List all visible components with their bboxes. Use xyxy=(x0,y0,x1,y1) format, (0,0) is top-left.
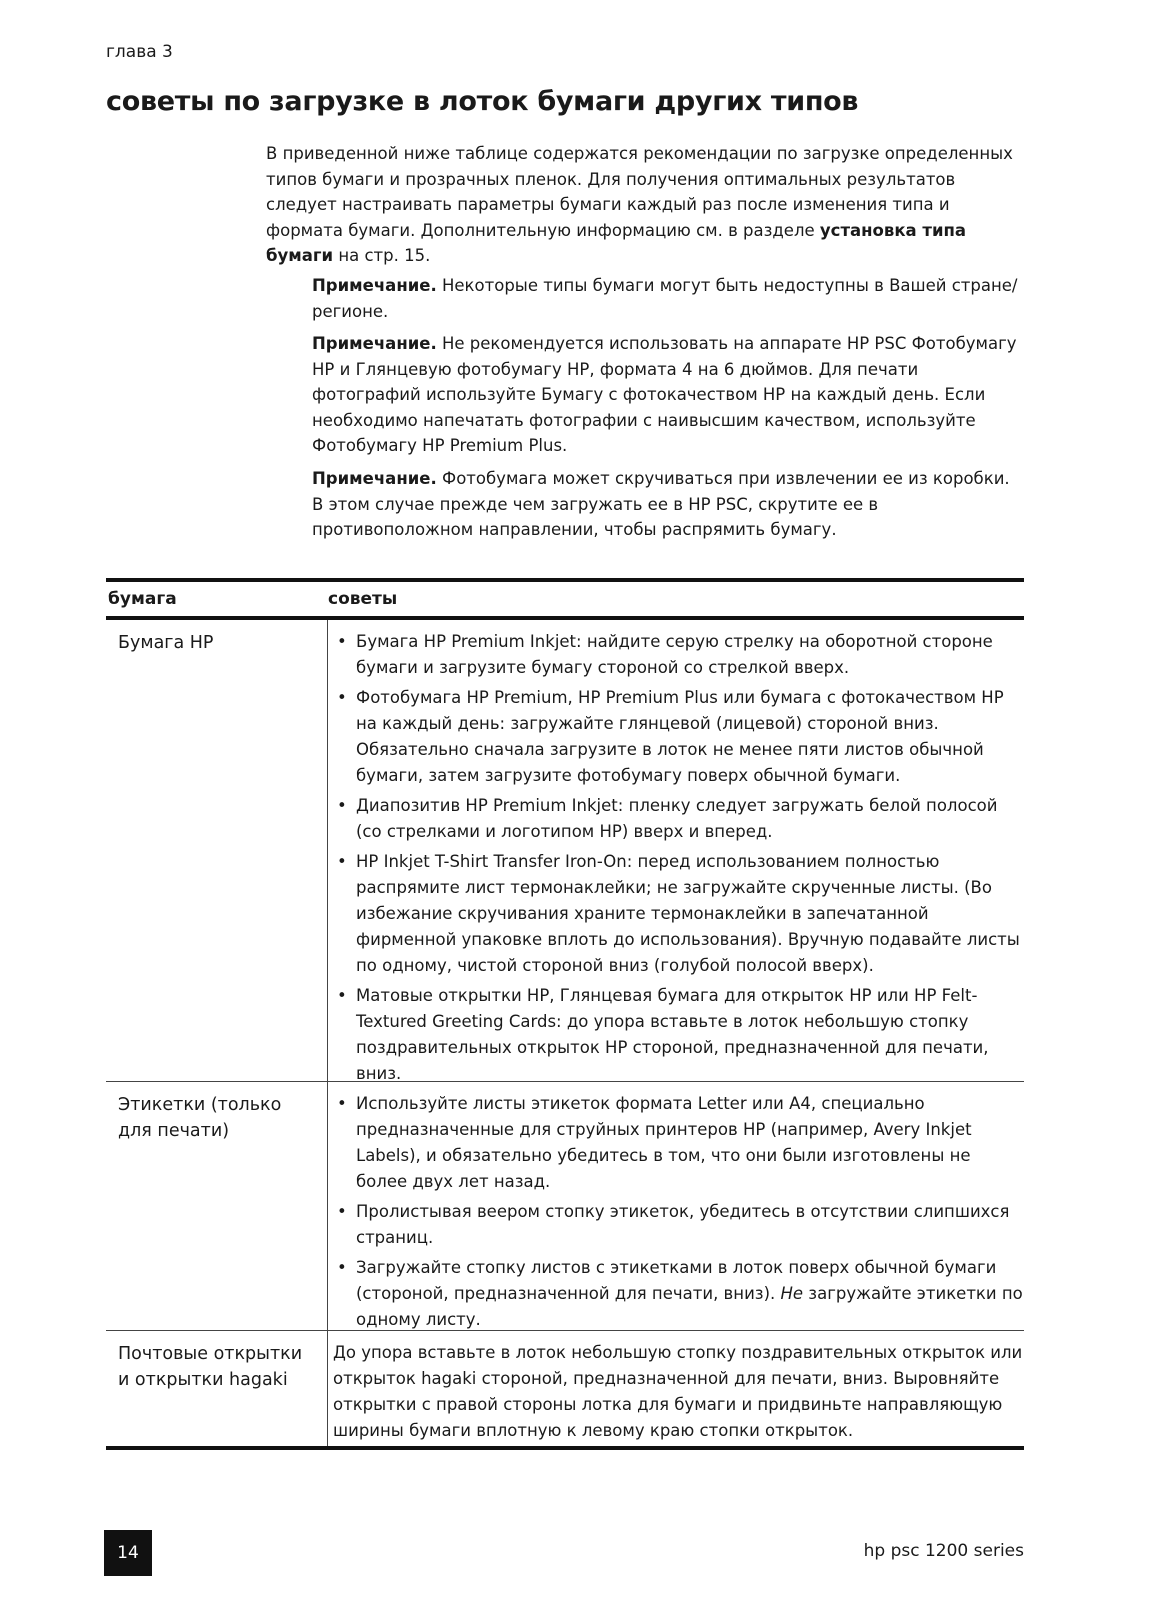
note-text: Не рекомендуется использовать на аппарате HP PSC Фотобумагу HP и Глянцевую фотобумагу HP, формата 4 на 6 дюймов. Для печати фотографий используйте Бумагу с фотокачеством HP на каждый день. Если необходимо напечатать фотографии с наивысшим качеством, используйте Фотобумагу HP Premium Plus. xyxy=(312,334,1017,455)
column-divider xyxy=(327,1082,328,1330)
tip-item xyxy=(333,685,1024,789)
intro-suffix: на стр. 15. xyxy=(333,246,431,265)
tip-text xyxy=(356,1258,1023,1329)
tip-text: Диапозитив HP Premium Inkjet: пленку следует загружать белой полосой (со стрелками и логотипом HP) вверх и вперед. xyxy=(356,796,998,841)
chapter-label: глава 3 xyxy=(106,42,173,62)
tip-text: Пролистывая веером стопку этикеток, убедитесь в отсутствии слипшихся страниц. xyxy=(356,1202,1010,1247)
bullet-icon: • xyxy=(337,986,347,1005)
row-tips xyxy=(333,620,1024,1087)
column-divider xyxy=(327,1331,328,1446)
row-tips: До упора вставьте в лоток небольшую стопку поздравительных открыток или открыток hagaki стороной, предназначенной для печати, вниз. Выровняйте открытки с правой стороны лотка для бумаги и придвиньте направляющую ширины бумаги вплотную к левому краю стопки открыток. xyxy=(333,1343,1023,1440)
note-label: Примечание. xyxy=(312,469,437,488)
table-header-row xyxy=(106,582,1024,620)
note-3 xyxy=(312,466,1026,543)
tip-text: Используйте листы этикеток формата Letter или A4, специально предназначенные для струйных принтеров HP (например, Avery Inkjet Labels), и обязательно убедитесь в том, что они были изготовлены не более двух лет назад. xyxy=(356,1094,972,1191)
tip-item xyxy=(333,983,1024,1087)
bullet-icon: • xyxy=(337,796,347,815)
tip-item xyxy=(333,629,1024,681)
footer-brand: hp psc 1200 series xyxy=(863,1541,1024,1561)
tip-text-emphasis: Не xyxy=(780,1284,804,1303)
bullet-icon: • xyxy=(337,632,347,651)
bullet-icon: • xyxy=(337,1202,347,1221)
paper-tips-table xyxy=(106,578,1024,1450)
column-divider xyxy=(327,620,328,1081)
header-paper: бумага xyxy=(108,589,177,609)
tip-text-part: Загружайте стопку листов с этикетками в лоток поверх обычной бумаги (стороной, предназначенной для печати, вниз). xyxy=(356,1258,997,1303)
table-row xyxy=(106,1331,1024,1450)
header-tips: советы xyxy=(328,589,398,609)
bullet-icon: • xyxy=(337,1094,347,1113)
row-paper: Этикетки (только для печати) xyxy=(118,1095,282,1141)
tip-text: Бумага HP Premium Inkjet: найдите серую стрелку на оборотной стороне бумаги и загрузите бумагу стороной со стрелкой вверх. xyxy=(356,632,993,677)
note-text: Фотобумага может скручиваться при извлечении ее из коробки. В этом случае прежде чем загружать ее в HP PSC, скрутите ее в противоположном направлении, чтобы распрямить бумагу. xyxy=(312,469,1010,539)
intro-text: В приведенной ниже таблице содержатся рекомендации по загрузке определенных типов бумаги и прозрачных пленок. Для получения оптимальных результатов следует настраивать параметры бумаги каждый раз после изменения типа и формата бумаги. Дополнительную информацию см. в разделе xyxy=(266,144,1013,240)
tip-item xyxy=(333,793,1024,845)
row-paper: Бумага HP xyxy=(118,633,214,653)
table-row xyxy=(106,1082,1024,1331)
tip-text: HP Inkjet T-Shirt Transfer Iron-On: перед использованием полностью распрямите лист термонаклейки; не загружайте скрученные листы. (Во избежание скручивания храните термонаклейки в запечатанной фирменной упаковке вплоть до использования). Вручную подавайте листы по одному, чистой стороной вниз (голубой полосой вверх). xyxy=(356,852,1020,975)
row-tips xyxy=(333,1082,1024,1333)
row-paper: Почтовые открытки и открытки hagaki xyxy=(118,1344,303,1390)
note-2 xyxy=(312,331,1026,459)
page-title: советы по загрузке в лоток бумаги других типов xyxy=(106,86,859,117)
bullet-icon: • xyxy=(337,852,347,871)
bullet-icon: • xyxy=(337,688,347,707)
note-text: Некоторые типы бумаги могут быть недоступны в Вашей стране/регионе. xyxy=(312,276,1018,321)
tip-item xyxy=(333,1199,1024,1251)
intro-link[interactable]: установка типа бумаги xyxy=(266,220,967,265)
tip-item xyxy=(333,849,1024,979)
intro-paragraph xyxy=(266,141,1026,269)
page-number-badge: 14 xyxy=(104,1530,152,1576)
note-label: Примечание. xyxy=(312,334,437,353)
note-1 xyxy=(312,273,1026,324)
tip-item xyxy=(333,1091,1024,1195)
bullet-icon: • xyxy=(337,1258,347,1277)
tip-text-part: загружайте этикетки по одному листу. xyxy=(356,1284,1023,1329)
tip-text: Фотобумага HP Premium, HP Premium Plus или бумага с фотокачеством HP на каждый день: загружайте глянцевой (лицевой) стороной вниз. Обязательно сначала загрузите в лоток не менее пяти листов обычной бумаги, затем загрузите фотобумагу поверх обычной бумаги. xyxy=(356,688,1004,785)
table-row xyxy=(106,620,1024,1082)
tip-text: Матовые открытки HP, Глянцевая бумага для открыток HP или HP Felt-Textured Greeting Cards: до упора вставьте в лоток небольшую стопку поздравительных открыток HP стороной, предназначенной для печати, вниз. xyxy=(356,986,989,1083)
note-label: Примечание. xyxy=(312,276,437,295)
tip-item xyxy=(333,1255,1024,1333)
